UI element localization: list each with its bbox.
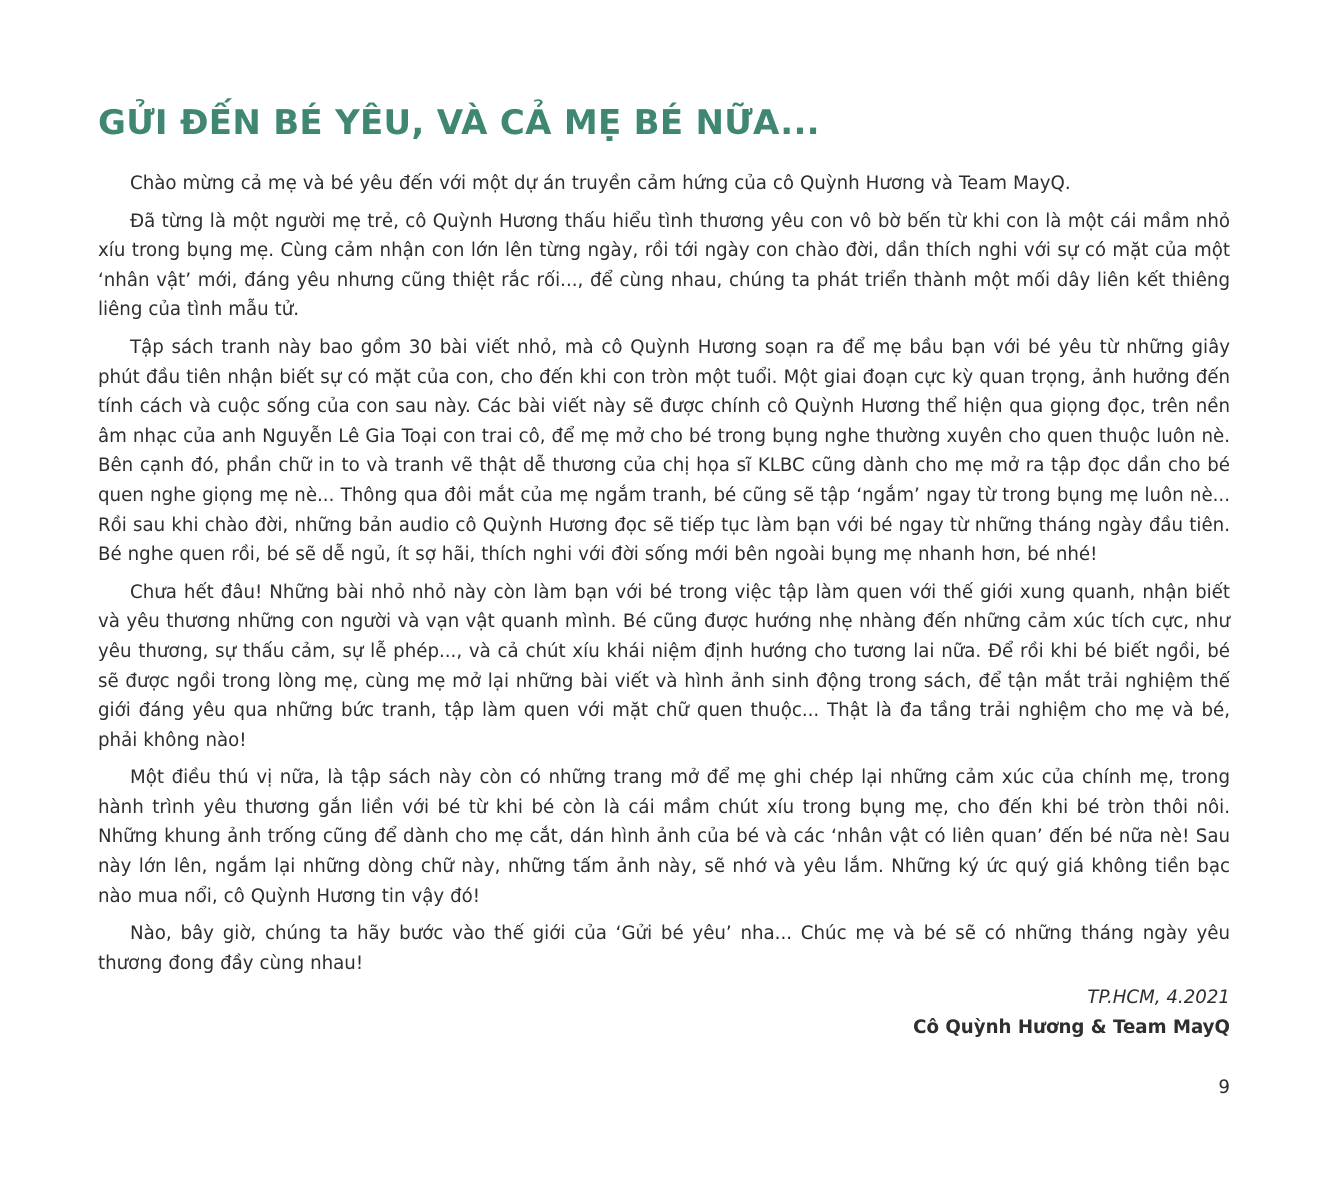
paragraph-2: Đã từng là một người mẹ trẻ, cô Quỳnh Hương thấu hiểu tình thương yêu con vô bờ bến từ khi con là một cái mầm nhỏ xíu trong bụng mẹ. Cùng cảm nhận con lớn lên từng ngày, rồi tới ngày con chào đời, dần thích nghi với sự có mặt của một ‘nhân vật’ mới, đáng yêu nhưng cũng thiệt rắc rối..., để cùng nhau, chúng ta phát triển thành một mối dây liên kết thiêng liêng của tình mẫu tử. [98, 210, 1230, 321]
page-number: 9 [1218, 1077, 1230, 1098]
paragraph-1: Chào mừng cả mẹ và bé yêu đến với một dự án truyền cảm hứng của cô Quỳnh Hương và Team MayQ. [130, 173, 1071, 194]
signature-place-date: TP.HCM, 4.2021 [1087, 987, 1230, 1008]
paragraph-5: Một điều thú vị nữa, là tập sách này còn có những trang mở để mẹ ghi chép lại những cảm xúc của chính mẹ, trong hành trình yêu thương gắn liền với bé từ khi bé còn là cái mầm chút xíu trong bụng mẹ, cho đến khi bé tròn thôi nôi. Những khung ảnh trống cũng để dành cho mẹ cắt, dán hình ảnh của bé và các ‘nhân vật có liên quan’ đến bé nữa nè! Sau này lớn lên, ngắm lại những dòng chữ này, những tấm ảnh này, sẽ nhớ và yêu lắm. Những ký ức quý giá không tiền bạc nào mua nổi, cô Quỳnh Hương tin vậy đó! [98, 767, 1230, 907]
paragraph-6: Nào, bây giờ, chúng ta hãy bước vào thế giới của ‘Gửi bé yêu’ nha... Chúc mẹ và bé sẽ có những tháng ngày yêu thương đong đầy cùng nhau! [98, 923, 1230, 974]
body-text [98, 169, 1230, 986]
book-page [98, 0, 1230, 1200]
page-title: GỬI ĐẾN BÉ YÊU, VÀ CẢ MẸ BÉ NỮA... [98, 103, 820, 143]
paragraph-3: Tập sách tranh này bao gồm 30 bài viết nhỏ, mà cô Quỳnh Hương soạn ra để mẹ bầu bạn với bé yêu từ những giây phút đầu tiên nhận biết sự có mặt của con, cho đến khi con tròn một tuổi. Một giai đoạn cực kỳ quan trọng, ảnh hưởng đến tính cách và cuộc sống của con sau này. Các bài viết này sẽ được chính cô Quỳnh Hương thể hiện qua giọng đọc, trên nền âm nhạc của anh Nguyễn Lê Gia Toại con trai cô, để mẹ mở cho bé trong bụng nghe thường xuyên cho quen thuộc luôn nè. Bên cạnh đó, phần chữ in to và tranh vẽ thật dễ thương của chị họa sĩ KLBC cũng dành cho mẹ mở ra tập đọc dần cho bé quen nghe giọng mẹ nè... Thông qua đôi mắt của mẹ ngắm tranh, bé cũng sẽ tập ‘ngắm’ ngay từ trong bụng mẹ luôn nè... Rồi sau khi chào đời, những bản audio cô Quỳnh Hương đọc sẽ tiếp tục làm bạn với bé ngay từ những tháng ngày đầu tiên. Bé nghe quen rồi, bé sẽ dễ ngủ, ít sợ hãi, thích nghi với đời sống mới bên ngoài bụng mẹ nhanh hơn, bé nhé! [98, 336, 1230, 566]
signature-block [913, 983, 1230, 1042]
paragraph-4: Chưa hết đâu! Những bài nhỏ nhỏ này còn làm bạn với bé trong việc tập làm quen với thế giới xung quanh, nhận biết và yêu thương những con người và vạn vật quanh mình. Bé cũng được hướng nhẹ nhàng đến những cảm xúc tích cực, như yêu thương, sự thấu cảm, sự lễ phép..., và cả chút xíu khái niệm định hướng cho tương lai nữa. Để rồi khi bé biết ngồi, bé sẽ được ngồi trong lòng mẹ, cùng mẹ mở lại những bài viết và hình ảnh sinh động trong sách, để tận mắt trải nghiệm thế giới đáng yêu qua những bức tranh, tập làm quen với mặt chữ quen thuộc... Thật là đa tầng trải nghiệm cho mẹ và bé, phải không nào! [98, 581, 1230, 751]
signature-author: Cô Quỳnh Hương & Team MayQ [913, 1016, 1230, 1038]
